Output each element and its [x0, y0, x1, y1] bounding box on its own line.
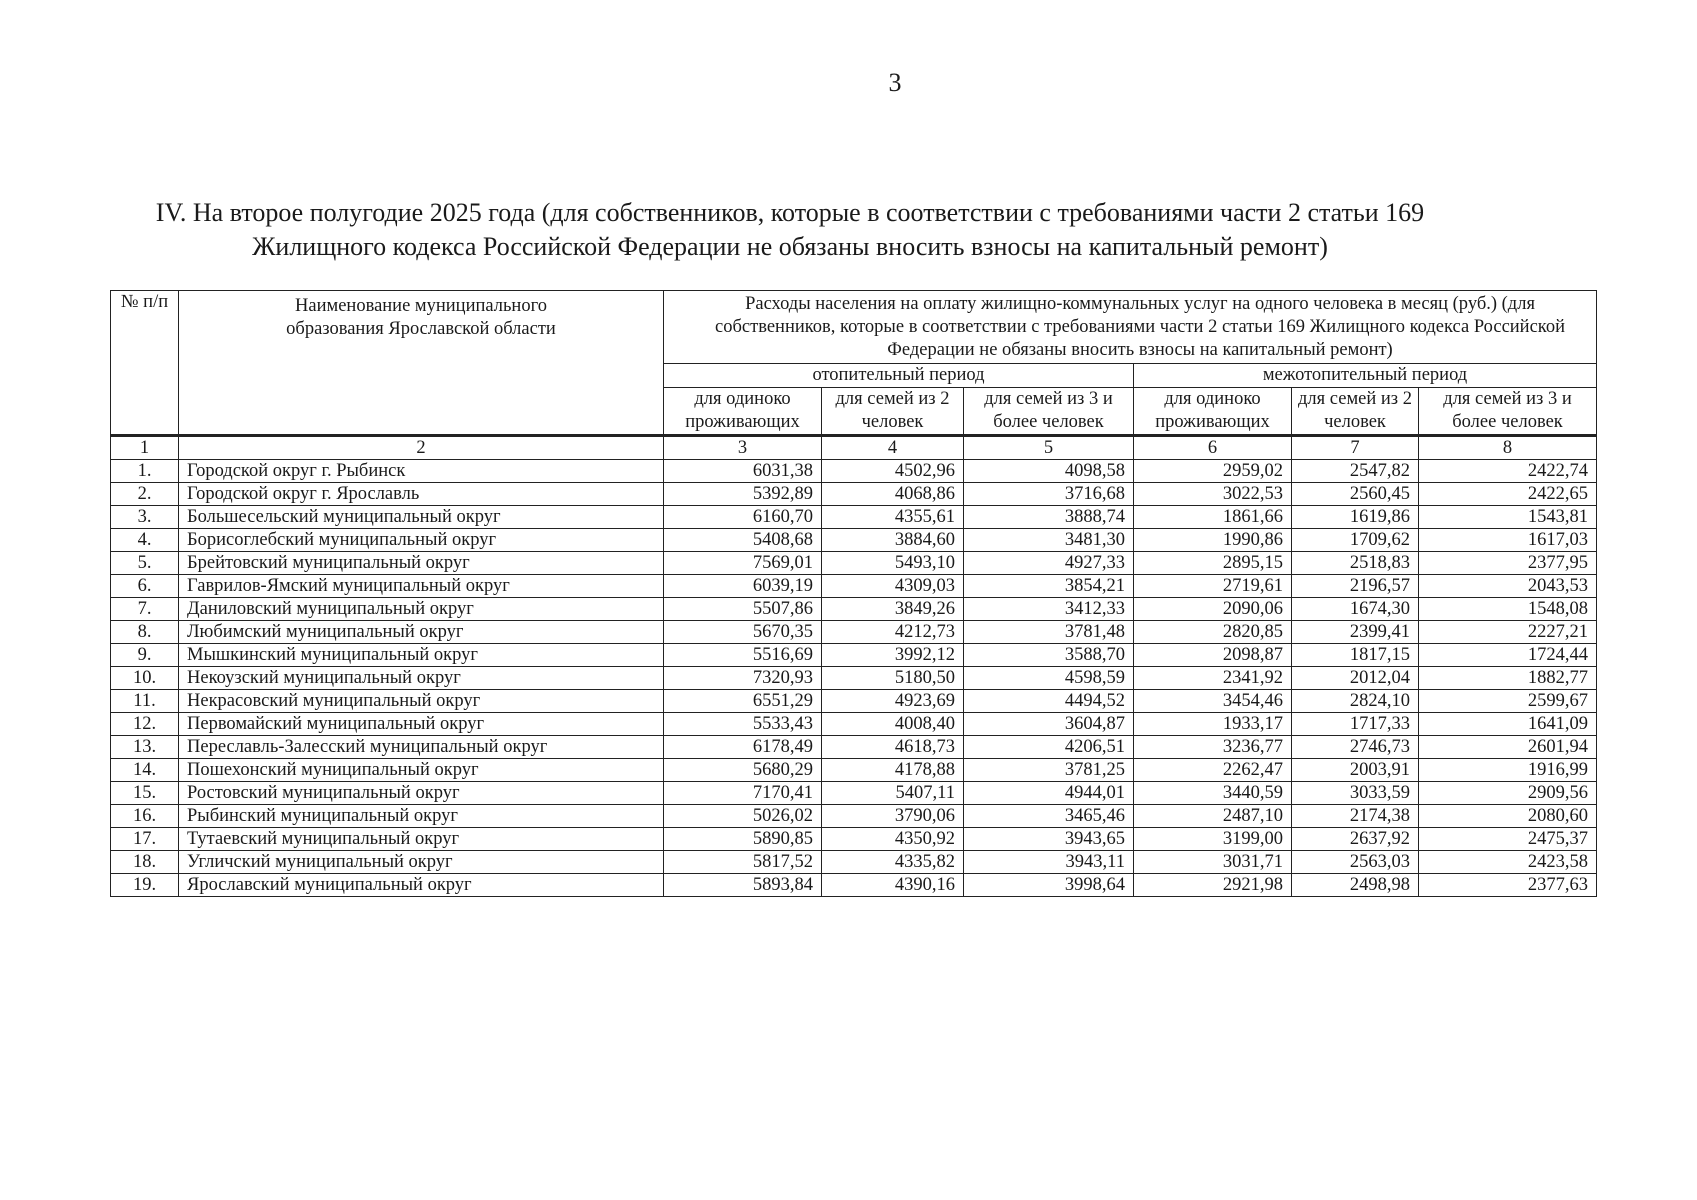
nonheating-family3-value: 1882,77: [1419, 667, 1597, 690]
header-heating-period: отопительный период: [664, 364, 1134, 388]
row-number: 16.: [111, 805, 179, 828]
nonheating-family2-value: 2746,73: [1292, 736, 1419, 759]
heating-family2-value: 3790,06: [822, 805, 964, 828]
municipality-name: Пошехонский муниципальный округ: [179, 759, 664, 782]
row-number: 1.: [111, 460, 179, 483]
heating-family2-value: 5407,11: [822, 782, 964, 805]
heating-single-value: 6551,29: [664, 690, 822, 713]
page-number: 3: [888, 68, 902, 97]
nonheating-family2-value: 2518,83: [1292, 552, 1419, 575]
row-number: 10.: [111, 667, 179, 690]
column-number: 5: [964, 436, 1134, 460]
heating-family2-value: 4618,73: [822, 736, 964, 759]
heating-single-value: 5533,43: [664, 713, 822, 736]
nonheating-family2-value: 2637,92: [1292, 828, 1419, 851]
nonheating-family2-value: 2174,38: [1292, 805, 1419, 828]
header-heating-single: для одиноко проживающих: [664, 388, 822, 436]
heating-family2-value: 3884,60: [822, 529, 964, 552]
heating-single-value: 5817,52: [664, 851, 822, 874]
nonheating-single-value: 3454,46: [1134, 690, 1292, 713]
heating-family2-value: 4502,96: [822, 460, 964, 483]
heating-family3-value: 4598,59: [964, 667, 1134, 690]
nonheating-single-value: 2262,47: [1134, 759, 1292, 782]
heating-family2-value: 4212,73: [822, 621, 964, 644]
heating-family3-value: 3781,25: [964, 759, 1134, 782]
nonheating-single-value: 2820,85: [1134, 621, 1292, 644]
table-row: [111, 690, 1597, 713]
table-row: [111, 713, 1597, 736]
municipality-name: Городской округ г. Ярославль: [179, 483, 664, 506]
column-number-row: [111, 436, 1597, 460]
nonheating-family3-value: 2422,74: [1419, 460, 1597, 483]
nonheating-family2-value: 1817,15: [1292, 644, 1419, 667]
row-number: 9.: [111, 644, 179, 667]
heating-single-value: 7170,41: [664, 782, 822, 805]
table-row: [111, 667, 1597, 690]
nonheating-family3-value: 2227,21: [1419, 621, 1597, 644]
municipality-name: Ярославский муниципальный округ: [179, 874, 664, 897]
municipality-name: Некоузский муниципальный округ: [179, 667, 664, 690]
heating-single-value: 6031,38: [664, 460, 822, 483]
row-number: 19.: [111, 874, 179, 897]
nonheating-family3-value: 1641,09: [1419, 713, 1597, 736]
table-row: [111, 460, 1597, 483]
municipality-name: Переславль-Залесский муниципальный округ: [179, 736, 664, 759]
table-row: [111, 805, 1597, 828]
table-header: [111, 291, 1597, 436]
nonheating-family3-value: 1548,08: [1419, 598, 1597, 621]
nonheating-family2-value: 2498,98: [1292, 874, 1419, 897]
row-number: 15.: [111, 782, 179, 805]
column-number: 6: [1134, 436, 1292, 460]
heating-single-value: 7320,93: [664, 667, 822, 690]
heating-family2-value: 4068,86: [822, 483, 964, 506]
table-row: [111, 736, 1597, 759]
nonheating-family2-value: 1619,86: [1292, 506, 1419, 529]
section-title-line-1: IV. На второе полугодие 2025 года (для собственников, которые в соответствии с требованиями части 2 статьи 169: [155, 198, 1425, 227]
header-nonheating-single: для одиноко проживающих: [1134, 388, 1292, 436]
heating-single-value: 5408,68: [664, 529, 822, 552]
row-number: 13.: [111, 736, 179, 759]
nonheating-single-value: 2487,10: [1134, 805, 1292, 828]
row-number: 17.: [111, 828, 179, 851]
nonheating-family3-value: 2422,65: [1419, 483, 1597, 506]
row-number: 3.: [111, 506, 179, 529]
heating-family3-value: 3481,30: [964, 529, 1134, 552]
nonheating-family3-value: 2601,94: [1419, 736, 1597, 759]
nonheating-single-value: 3199,00: [1134, 828, 1292, 851]
municipality-name: Первомайский муниципальный округ: [179, 713, 664, 736]
nonheating-family3-value: 2475,37: [1419, 828, 1597, 851]
row-number: 14.: [111, 759, 179, 782]
nonheating-family3-value: 2599,67: [1419, 690, 1597, 713]
municipality-name: Некрасовский муниципальный округ: [179, 690, 664, 713]
row-number: 8.: [111, 621, 179, 644]
municipality-name: Брейтовский муниципальный округ: [179, 552, 664, 575]
heating-family2-value: 4355,61: [822, 506, 964, 529]
nonheating-single-value: 2098,87: [1134, 644, 1292, 667]
column-number: 1: [111, 436, 179, 460]
heating-family2-value: 5180,50: [822, 667, 964, 690]
header-nonheating-family3: для семей из 3 и более человек: [1419, 388, 1597, 436]
table-row: [111, 621, 1597, 644]
nonheating-single-value: 2341,92: [1134, 667, 1292, 690]
nonheating-family3-value: 1543,81: [1419, 506, 1597, 529]
nonheating-single-value: 3031,71: [1134, 851, 1292, 874]
nonheating-single-value: 3440,59: [1134, 782, 1292, 805]
column-number: 7: [1292, 436, 1419, 460]
row-number: 2.: [111, 483, 179, 506]
table-row: [111, 644, 1597, 667]
nonheating-family2-value: 2547,82: [1292, 460, 1419, 483]
nonheating-single-value: 2719,61: [1134, 575, 1292, 598]
nonheating-family3-value: 2377,95: [1419, 552, 1597, 575]
header-nonheating-family2: для семей из 2 человек: [1292, 388, 1419, 436]
heating-family3-value: 3465,46: [964, 805, 1134, 828]
row-number: 6.: [111, 575, 179, 598]
column-number: 8: [1419, 436, 1597, 460]
nonheating-single-value: 1990,86: [1134, 529, 1292, 552]
table-body: [111, 460, 1597, 897]
header-non-heating-period: межотопительный период: [1134, 364, 1597, 388]
heating-family2-value: 3992,12: [822, 644, 964, 667]
nonheating-family2-value: 2563,03: [1292, 851, 1419, 874]
header-number: № п/п: [111, 291, 179, 436]
municipality-name: Гаврилов-Ямский муниципальный округ: [179, 575, 664, 598]
column-number: 2: [179, 436, 664, 460]
heating-family3-value: 3943,65: [964, 828, 1134, 851]
column-number: 3: [664, 436, 822, 460]
expenses-table: [110, 290, 1597, 897]
nonheating-family3-value: 1617,03: [1419, 529, 1597, 552]
heating-single-value: 6178,49: [664, 736, 822, 759]
nonheating-family2-value: 2003,91: [1292, 759, 1419, 782]
table-row: [111, 874, 1597, 897]
heating-family2-value: 3849,26: [822, 598, 964, 621]
nonheating-family3-value: 2080,60: [1419, 805, 1597, 828]
municipality-name: Тутаевский муниципальный округ: [179, 828, 664, 851]
nonheating-single-value: 2090,06: [1134, 598, 1292, 621]
table-row: [111, 552, 1597, 575]
nonheating-family2-value: 1717,33: [1292, 713, 1419, 736]
heating-single-value: 5507,86: [664, 598, 822, 621]
nonheating-family2-value: 2399,41: [1292, 621, 1419, 644]
table-column-numbers: [111, 436, 1597, 460]
nonheating-family3-value: 1724,44: [1419, 644, 1597, 667]
municipality-name: Рыбинский муниципальный округ: [179, 805, 664, 828]
heating-family3-value: 3716,68: [964, 483, 1134, 506]
row-number: 4.: [111, 529, 179, 552]
heating-family3-value: 3412,33: [964, 598, 1134, 621]
table-row: [111, 529, 1597, 552]
heating-single-value: 6039,19: [664, 575, 822, 598]
table-row: [111, 506, 1597, 529]
row-number: 12.: [111, 713, 179, 736]
nonheating-family3-value: 2043,53: [1419, 575, 1597, 598]
nonheating-single-value: 1933,17: [1134, 713, 1292, 736]
nonheating-single-value: 3022,53: [1134, 483, 1292, 506]
nonheating-single-value: 1861,66: [1134, 506, 1292, 529]
row-number: 7.: [111, 598, 179, 621]
municipality-name: Городской округ г. Рыбинск: [179, 460, 664, 483]
header-heating-family2: для семей из 2 человек: [822, 388, 964, 436]
heating-single-value: 5680,29: [664, 759, 822, 782]
nonheating-family2-value: 2196,57: [1292, 575, 1419, 598]
table-row: [111, 828, 1597, 851]
table-row: [111, 782, 1597, 805]
heating-family3-value: 3588,70: [964, 644, 1134, 667]
nonheating-single-value: 2921,98: [1134, 874, 1292, 897]
heating-family3-value: 3604,87: [964, 713, 1134, 736]
nonheating-family3-value: 2423,58: [1419, 851, 1597, 874]
row-number: 11.: [111, 690, 179, 713]
heating-family3-value: 4098,58: [964, 460, 1134, 483]
heating-family2-value: 4390,16: [822, 874, 964, 897]
nonheating-single-value: 2959,02: [1134, 460, 1292, 483]
heating-family3-value: 3943,11: [964, 851, 1134, 874]
header-municipality: Наименование муниципального образования Ярославской области: [179, 291, 664, 436]
nonheating-single-value: 3236,77: [1134, 736, 1292, 759]
nonheating-single-value: 2895,15: [1134, 552, 1292, 575]
heating-family3-value: 3781,48: [964, 621, 1134, 644]
heating-single-value: 5392,89: [664, 483, 822, 506]
nonheating-family2-value: 1709,62: [1292, 529, 1419, 552]
heating-single-value: 6160,70: [664, 506, 822, 529]
heating-single-value: 7569,01: [664, 552, 822, 575]
column-number: 4: [822, 436, 964, 460]
heating-family3-value: 3854,21: [964, 575, 1134, 598]
heating-single-value: 5516,69: [664, 644, 822, 667]
heating-single-value: 5026,02: [664, 805, 822, 828]
heating-family3-value: 4206,51: [964, 736, 1134, 759]
expenses-table-container: [110, 290, 1596, 897]
table-row: [111, 483, 1597, 506]
table-row: [111, 598, 1597, 621]
municipality-name: Большесельский муниципальный округ: [179, 506, 664, 529]
heating-single-value: 5890,85: [664, 828, 822, 851]
municipality-name: Ростовский муниципальный округ: [179, 782, 664, 805]
heating-family2-value: 4178,88: [822, 759, 964, 782]
nonheating-family3-value: 2377,63: [1419, 874, 1597, 897]
municipality-name: Любимский муниципальный округ: [179, 621, 664, 644]
table-row: [111, 759, 1597, 782]
heating-family2-value: 4008,40: [822, 713, 964, 736]
heating-family2-value: 5493,10: [822, 552, 964, 575]
municipality-name: Угличский муниципальный округ: [179, 851, 664, 874]
nonheating-family2-value: 3033,59: [1292, 782, 1419, 805]
nonheating-family2-value: 1674,30: [1292, 598, 1419, 621]
nonheating-family3-value: 2909,56: [1419, 782, 1597, 805]
table-row: [111, 575, 1597, 598]
heating-single-value: 5670,35: [664, 621, 822, 644]
row-number: 18.: [111, 851, 179, 874]
nonheating-family2-value: 2012,04: [1292, 667, 1419, 690]
heating-family3-value: 4927,33: [964, 552, 1134, 575]
section-title-line-2: Жилищного кодекса Российской Федерации не обязаны вносить взносы на капитальный ремонт): [252, 232, 1328, 261]
heating-family2-value: 4923,69: [822, 690, 964, 713]
heating-family3-value: 4494,52: [964, 690, 1134, 713]
heating-family3-value: 3888,74: [964, 506, 1134, 529]
heating-family2-value: 4350,92: [822, 828, 964, 851]
nonheating-family3-value: 1916,99: [1419, 759, 1597, 782]
heating-single-value: 5893,84: [664, 874, 822, 897]
nonheating-family2-value: 2824,10: [1292, 690, 1419, 713]
heating-family3-value: 3998,64: [964, 874, 1134, 897]
municipality-name: Даниловский муниципальный округ: [179, 598, 664, 621]
heating-family3-value: 4944,01: [964, 782, 1134, 805]
section-title: [140, 196, 1440, 264]
header-heating-family3: для семей из 3 и более человек: [964, 388, 1134, 436]
municipality-name: Борисоглебский муниципальный округ: [179, 529, 664, 552]
nonheating-family2-value: 2560,45: [1292, 483, 1419, 506]
row-number: 5.: [111, 552, 179, 575]
table-row: [111, 851, 1597, 874]
heating-family2-value: 4335,82: [822, 851, 964, 874]
heating-family2-value: 4309,03: [822, 575, 964, 598]
header-expenses: Расходы населения на оплату жилищно-коммунальных услуг на одного человека в месяц (руб.) (для собственников, которые в соответствии с требованиями части 2 статьи 169 Жилищного кодекса Российской Федерации не обязаны вносить взносы на капитальный ремонт): [664, 291, 1597, 364]
municipality-name: Мышкинский муниципальный округ: [179, 644, 664, 667]
